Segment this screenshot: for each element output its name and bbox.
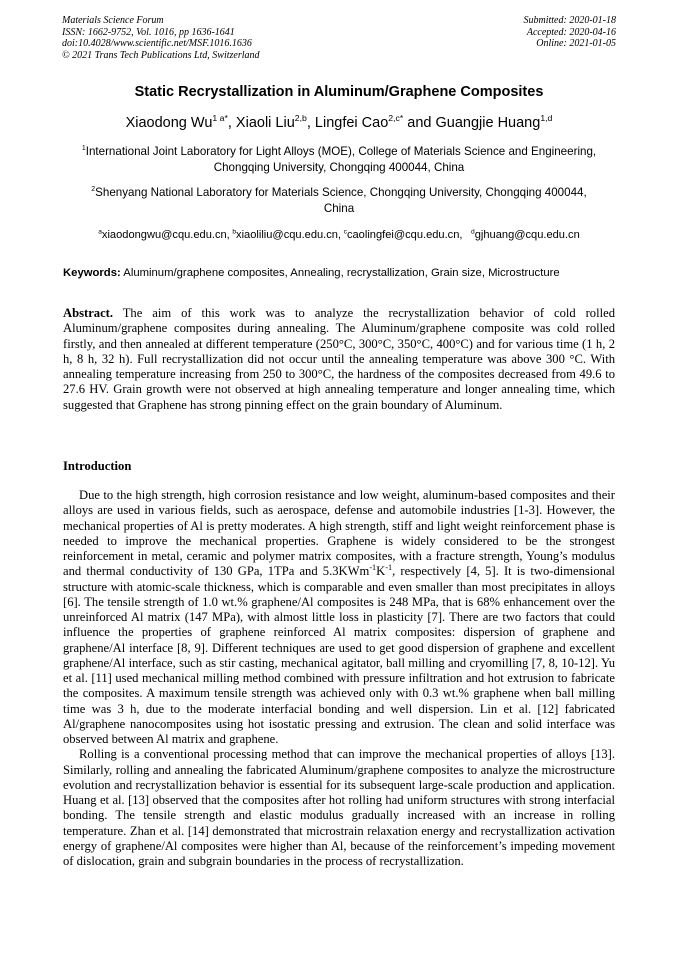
author-list: [0, 115, 678, 131]
author-name: Lingfei Cao: [314, 115, 389, 131]
publication-dates: [524, 15, 617, 50]
abstract-text: The aim of this work was to analyze the recrystallization behavior of cold rolled Aluminum/graphene composites during annealing. The Aluminum/graphene composite was cold rolled firstly, and then annealed at different temperature (250°C, 300°C, 350°C, 400°C) and for various time (1 h, 2 h, 8 h, 32 h). Full recrystallization did not occur until the annealing temperature was above 300 °C. With annealing temperature increasing from 250 to 300°C, the hardness of the composites decreased from 49.6 to 27.6 HV. Grain growth were not observed at high annealing temperature and longer annealing time, which suggested that Graphene has strong pinning effect on the grain boundary of Aluminum.: [63, 306, 615, 412]
email-address[interactable]: xiaoliliu@cqu.edu.cn,: [236, 229, 344, 241]
affiliation-text: International Joint Laboratory for Light Alloys (MOE), College of Materials Science and Engineering, Chongqing University, Chongqing 400044, China: [85, 145, 597, 174]
page-header: [62, 15, 616, 67]
paragraph: [63, 488, 615, 747]
keywords: [63, 267, 616, 279]
paragraph-text: , respectively [4, 5]. It is two-dimensional structure with atomic-scale thickness, which is comparable and even smaller than most precipitates in alloys [6]. The tensile strength of 1.0 wt.% graphene/Al composites is 248 MPa, that is 68% enhancement over the unreinforced Al matrix (147 MPa), with almost little loss in plasticity [7]. There are two factors that could influence the properties of graphene reinforced Al matrix composites: dispersion of graphene and graphene/Al interface [8, 9]. Different techniques are used to get good dispersion of graphene and excellent graphene/Al interface, such as stir casting, mechanical agitator, ball milling and cryomilling [7, 8, 10-12]. Yu et al. [11] used mechanical milling method combined with pressure infiltration and hot extrusion to fabricate the composites. A maximum tensile strength was achieved only with 0.3 wt.% graphene when ball milling time was 3 h, due to the moderate interfacial bonding and well dispersion. Lin et al. [12] fabricated Al/graphene nanocomposites using hot isostatic pressing and extrusion. The clean and solid interface was observed between Al matrix and graphene.: [63, 564, 616, 746]
affiliation-mark: 1: [81, 145, 86, 153]
superscript: -1: [385, 563, 393, 573]
author-affil-mark: 1 a*: [212, 113, 228, 124]
author-name: Guangjie Huang: [435, 115, 541, 131]
author-separator: ,: [227, 115, 236, 131]
superscript: -1: [369, 563, 377, 573]
author-separator: ,: [306, 115, 315, 131]
paragraph-text: Due to the high strength, high corrosion resistance and low weight, aluminum-based composites and their alloys are used in various fields, such as aerospace, defense and automobile industries [1-3]. However, the mechanical properties of Al is pretty moderates. A high strength, stiff and light weight reinforcement phase is needed to improve the mechanical properties. Graphene is widely considered to be the strongest reinforcement in metal, ceramic and polymer matrix composites, with a fracture strength, Young’s modulus and thermal conductivity of 130 GPa, 1TPa and 5.3KWm: [63, 488, 615, 579]
doi: doi:10.4028/www.scientific.net/MSF.1016.1636: [62, 38, 252, 49]
affiliation-1: [80, 144, 598, 176]
accepted-date: Accepted: 2020-04-16: [526, 26, 616, 38]
email-list: [0, 229, 678, 241]
keywords-text: Aluminum/graphene composites, Annealing, recrystallization, Grain size, Microstructure: [120, 267, 560, 279]
email-address[interactable]: gjhuang@cqu.edu.cn: [474, 229, 580, 241]
email-mark: c: [343, 228, 347, 236]
section-heading-introduction: Introduction: [63, 459, 132, 473]
email-mark: b: [232, 228, 237, 236]
author-name: Xiaoli Liu: [235, 115, 295, 131]
author-separator: and: [403, 115, 436, 131]
paper-title: Static Recrystallization in Aluminum/Graphene Composites: [134, 84, 544, 100]
introduction-body: [63, 488, 615, 869]
email-mark: d: [471, 228, 475, 236]
journal-name: Materials Science Forum: [62, 15, 164, 26]
author-name: Xiaodong Wu: [125, 115, 213, 131]
journal-info: [62, 15, 260, 61]
email-address[interactable]: caolingfei@cqu.edu.cn,: [346, 229, 466, 241]
submitted-date: Submitted: 2020-01-18: [523, 15, 616, 26]
email-mark: a: [98, 228, 102, 236]
copyright: © 2021 Trans Tech Publications Ltd, Switzerland: [62, 49, 260, 61]
paragraph-text: K: [376, 564, 386, 579]
online-date: Online: 2021-01-05: [536, 38, 616, 49]
author-affil-mark: 2,b: [294, 113, 307, 124]
author-affil-mark: 1,d: [540, 113, 553, 124]
affiliation-text: Shenyang National Laboratory for Materials Science, Chongqing University, Chongqing 400044, China: [95, 186, 587, 215]
author-affil-mark: 2,c*: [388, 113, 404, 124]
abstract-label: Abstract.: [63, 306, 114, 320]
issn: ISSN: 1662-9752, Vol. 1016, pp 1636-1641: [62, 26, 235, 38]
email-address[interactable]: xiaodongwu@cqu.edu.cn,: [101, 229, 233, 241]
affiliation-mark: 2: [91, 186, 96, 194]
affiliation-2: [80, 185, 598, 217]
paragraph: Rolling is a conventional processing method that can improve the mechanical properties of alloys [13]. Similarly, rolling and annealing the fabricated Aluminum/graphene composites to analyze the microstructure evolution and recrystallization behavior is essential for its subsequent large-scale production and application. Huang et al. [13] observed that the composites after hot rolling had uniform structures with strong interfacial bonding. The tensile strength and elastic modulus gradually increased with an increase in rolling temperature. Zhan et al. [14] demonstrated that microstrain relaxation energy and recrystallization activation energy of graphene/Al composites were higher than Al, because of the reinforcement’s impeding movement of dislocation, grain and subgrain boundaries in the process of recrystallization.: [63, 747, 615, 868]
keywords-label: Keywords:: [63, 267, 121, 279]
abstract: [63, 306, 615, 413]
